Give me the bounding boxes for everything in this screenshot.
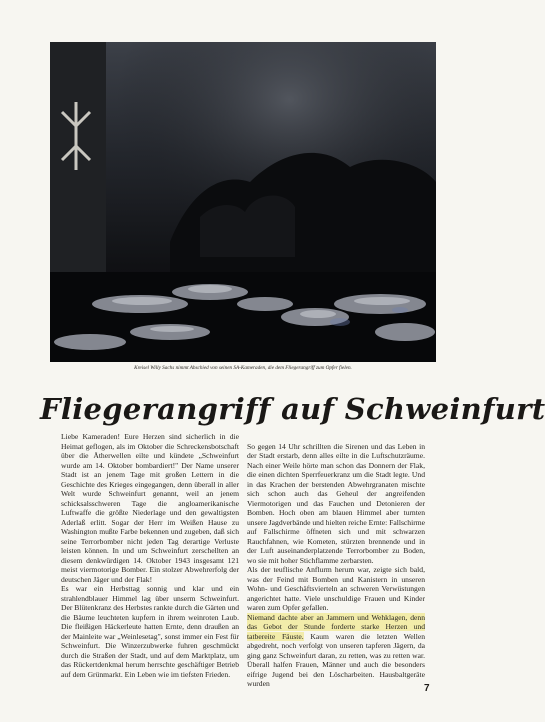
- photo-caption: Kreisel Willy Sachs nimmt Abschied von seinen SA-Kameraden, die dem Fliegerangriff zum Opfer fielen.: [134, 365, 352, 371]
- paragraph: [247, 613, 425, 689]
- highlighted-passage: Niemand dachte aber an Jammern und Wehklagen, denn das Gebot der Stunde forderte starke Herzen und tatbereite Fäuste.: [247, 612, 425, 641]
- page-number: 7: [424, 683, 430, 694]
- memorial-photo: [50, 42, 436, 362]
- article-headline: Fliegerangriff auf Schweinfurt: [40, 392, 545, 426]
- paragraph: Liebe Kameraden! Eure Herzen sind sicherlich in die Heimat geflogen, als im Oktober die Schreckensbotschaft über die Ätherwellen eilte und kündete „Schweinfurt wurde am 14. Oktober bombardiert!" Der Name unserer Stadt ist an jenem Tage mit großen Lettern in die Geschichte des Krieges eingegangen, denn überall in aller Welt wurde Schweinfurt genannt, weil an jenem schicksalsschweren Tage die angloamerikanische Luftwaffe die größte Niederlage und den gewaltigsten Aderlaß erlitt. Sogar der Herr im Weißen Hause zu Washington mußte Farbe bekennen und zugeben, daß sich seine Terrorbomber nicht jeden Tag derartige Verluste leisten können. In und um Schweinfurt zerschellten an diesem denkwürdigen 14. Oktober 1943 insgesamt 121 meist viermotorige Bomber. Ein stolzer Abwehrerfolg der deutschen Jäger und der Flak!: [61, 432, 239, 584]
- paragraph: Es war ein Herbsttag sonnig und klar und ein strahlendblauer Himmel lag über unserm Schweinfurt. Der Blütenkranz des Herbstes rankte durch die Gärten und die Bäume leuchteten kupfern in ihrem weinroten Laub. Die fleißigen Häckerleute hatten Ernte, denn draußen an der Mainleite war „Weinlesetag", sonst immer ein Fest für Schweinfurt. Die Winzerzubwerke fuhren geschmückt durch die Straßen der Stadt, und auf dem Marktplatz, um das Rückertdenkmal herum herrschte geschäftiger Betrieb auf dem Grünmarkt. Ein Leben wie im tiefsten Frieden.: [61, 584, 239, 679]
- article-column-right: [247, 432, 425, 689]
- article-column-left: [61, 432, 239, 679]
- memorial-photo-drawing: [50, 42, 436, 362]
- paragraph: [247, 432, 425, 613]
- paragraph-text: So gegen 14 Uhr schrillten die Sirenen und das Leben in der Stadt erstarb, denn alles eilte in die Luftschutzräume. Nach einer Weile hörte man schon das Donnern der Flak, die einen dichten Sperrfeuerkranz um die Stadt legte. Und in das Krachen der berstenden Abwehrgranaten mischte sich schon auch das Geheul der angreifenden Viermotorigen und das Fauchen und Detonieren der Bomben. Hoch oben am blauen Himmel aber turnten unsere Jagdverbände und hielten reiche Ernte: Fallschirme auf Fallschirme öffneten sich und mit schwarzen Rauchfahnen, wie Kometen, stürzten brennende und in der Luft auseinanderplatzende Terrorbomber zu Boden, wo sie mit hoher Stichflamme zerbarsten. Als der teuflische Anflurm herum war, zeigte sich bald, was der Feind mit Bomben und Kanistern in unseren Wohn- und Geschäftsvierteln an schweren Verwüstungen angerichtet hatte. Viele unschuldige Frauen und Kinder waren zum Opfer gefallen.: [247, 441, 425, 612]
- paragraph-text: Kaum waren die letzten Wellen abgedreht, noch verfolgt von unseren tapferen Jägern, da ging ganz Schweinfurt daran, zu retten, was zu retten war. Überall halfen Frauen, Männer und auch die besonders eifrige Jugend bei den Löscharbeiten. Hausbaltgeräte wurden: [247, 631, 426, 688]
